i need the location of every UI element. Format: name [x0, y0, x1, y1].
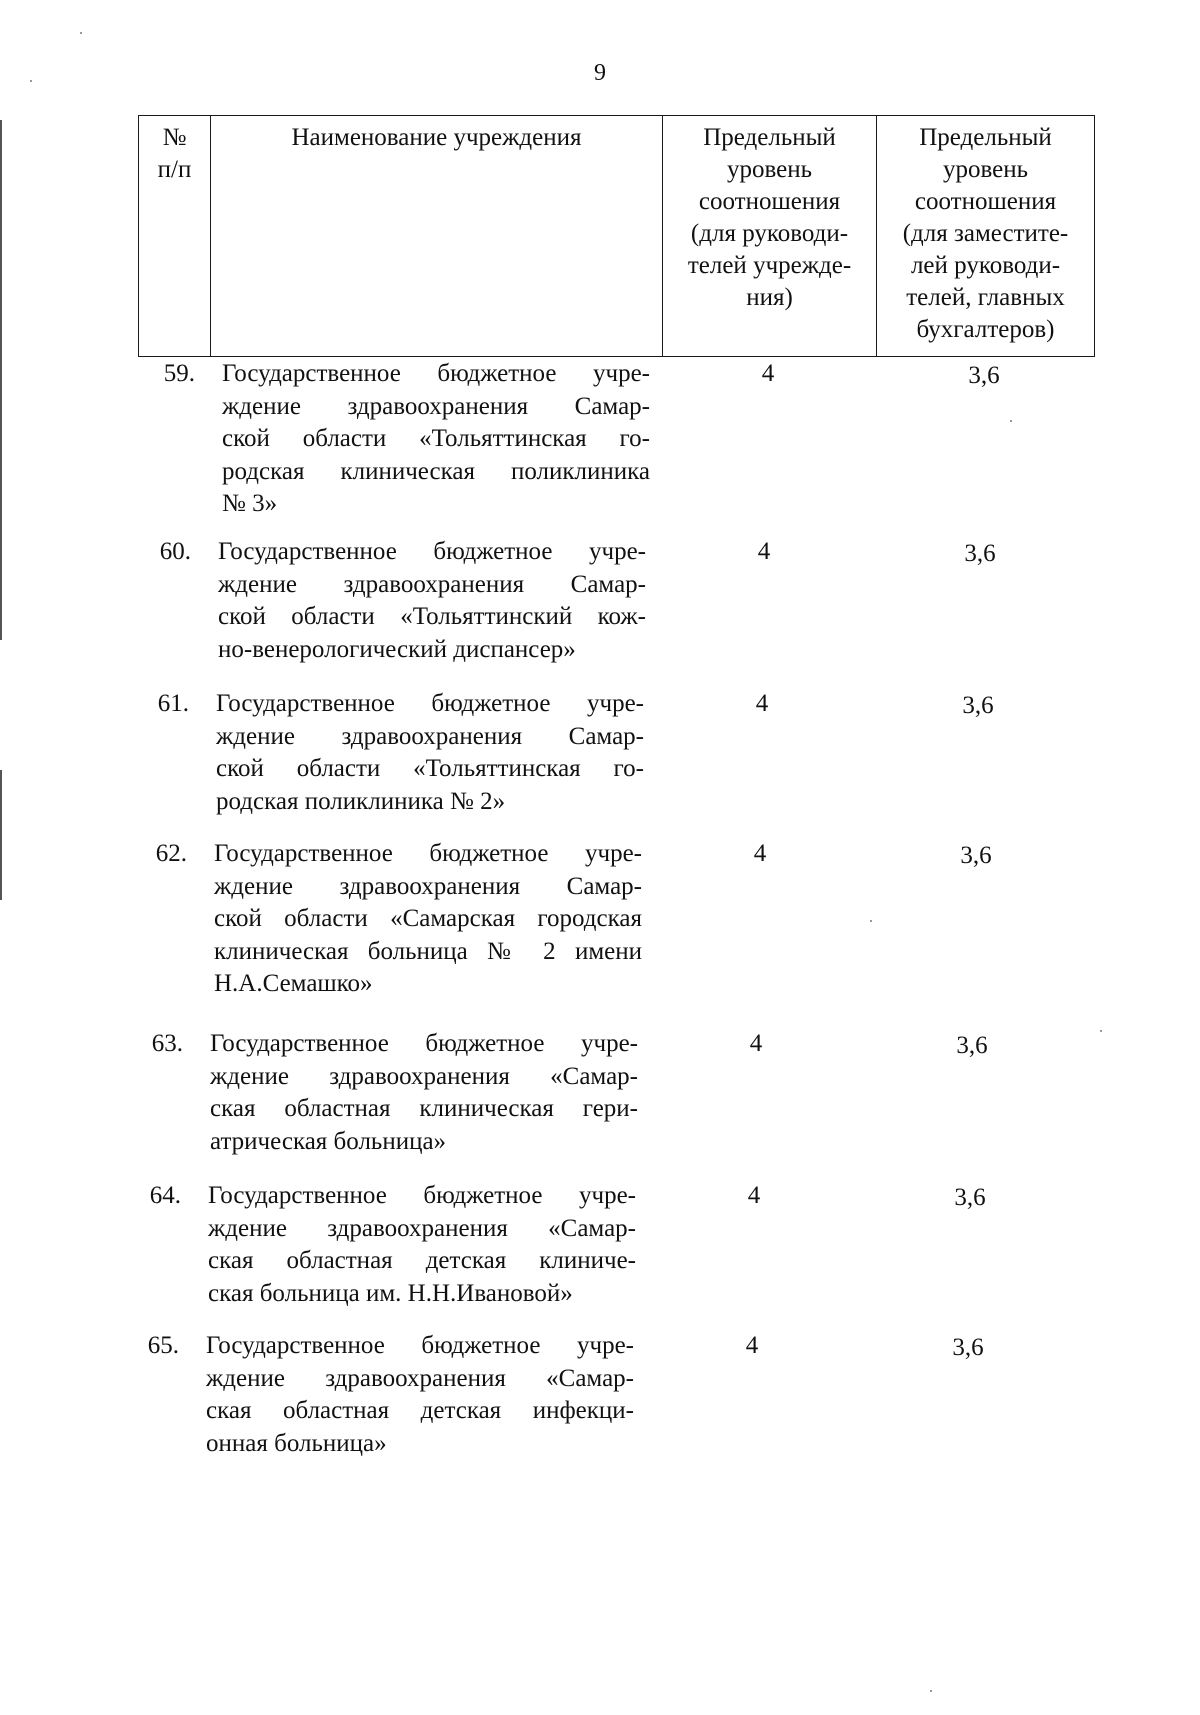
row-number: 62. — [155, 840, 187, 867]
institution-name — [216, 688, 644, 818]
institution-name-line: ждение здравоохранения «Самар- — [210, 1062, 638, 1090]
head-ratio-value: 4 — [755, 690, 769, 717]
row-number: 63. — [151, 1030, 183, 1057]
institution-name — [208, 1180, 636, 1310]
row-number: 64. — [149, 1182, 181, 1209]
header-deputy-ratio — [877, 116, 1095, 357]
institution-name-line: ской области «Тольяттинский кож- — [218, 603, 646, 630]
header-deputy-ratio-text: Предельный уровень соотношения (для заместите- лей руководи- телей, главных бухгалтеров) — [902, 124, 1069, 343]
institution-name-line: ская областная детская клиниче- — [208, 1247, 636, 1274]
row-number: 61. — [157, 690, 189, 717]
institution-name — [218, 536, 646, 666]
deputy-ratio-value: 3,6 — [956, 1032, 988, 1059]
row-number: 59. — [163, 360, 195, 387]
institution-name-line: Государственное бюджетное учре- — [214, 840, 642, 867]
header-name — [211, 116, 663, 357]
scan-speck — [1100, 1030, 1102, 1032]
institution-name-line: Государственное бюджетное учре- — [222, 360, 650, 387]
institution-name-line: родская клиническая поликлиника — [222, 457, 650, 485]
scan-speck — [30, 80, 32, 82]
institution-name-line: ской области «Самарская городская — [214, 905, 642, 932]
institution-name-line: но-венерологический диспансер» — [218, 635, 576, 663]
head-ratio-value: 4 — [757, 538, 771, 565]
institution-name-line: Государственное бюджетное учре- — [208, 1182, 636, 1209]
institution-name — [210, 1028, 638, 1158]
institution-name-line: Н.А.Семашко» — [214, 970, 373, 997]
institution-name-line: ская больница им. Н.Н.Ивановой» — [208, 1279, 573, 1307]
deputy-ratio-value: 3,6 — [952, 1334, 984, 1361]
institution-name-line: Государственное бюджетное учре- — [218, 538, 646, 565]
institution-name-line: ждение здравоохранения Самар- — [214, 872, 642, 900]
institution-name — [222, 358, 650, 521]
institution-name-line: Государственное бюджетное учре- — [216, 690, 644, 717]
scan-speck — [870, 920, 872, 922]
institution-name — [206, 1330, 634, 1460]
table-header — [138, 115, 1095, 357]
institution-name — [214, 838, 642, 1001]
deputy-ratio-value: 3,6 — [960, 842, 992, 869]
institution-name-line: родская поликлиника № 2» — [216, 787, 506, 815]
row-number: 65. — [147, 1332, 179, 1359]
scan-edge-line — [0, 770, 2, 900]
institution-name-line: Государственное бюджетное учре- — [210, 1030, 638, 1057]
institution-name-line: атрическая больница» — [210, 1127, 447, 1155]
institution-name-line: ской области «Тольяттинская го- — [216, 755, 644, 782]
head-ratio-value: 4 — [749, 1030, 763, 1057]
institution-name-line: ской области «Тольяттинская го- — [222, 425, 650, 452]
header-name-text: Наименование учреждения — [291, 124, 582, 151]
deputy-ratio-value: 3,6 — [964, 540, 996, 567]
institution-name-line: ждение здравоохранения Самар- — [218, 570, 646, 598]
page-number: 9 — [594, 60, 606, 86]
deputy-ratio-value: 3,6 — [962, 692, 994, 719]
head-ratio-value: 4 — [753, 840, 767, 867]
scan-speck — [930, 1690, 932, 1692]
header-head-ratio-text: Предельный уровень соотношения (для руководи- телей учрежде- ния) — [687, 124, 852, 311]
header-head-ratio — [663, 116, 877, 357]
head-ratio-value: 4 — [761, 360, 775, 387]
header-num-text: № п/п — [157, 124, 192, 183]
header-num — [139, 116, 211, 357]
institution-name-line: онная больница» — [206, 1429, 387, 1457]
scan-speck — [1010, 420, 1012, 422]
deputy-ratio-value: 3,6 — [968, 362, 1000, 389]
deputy-ratio-value: 3,6 — [954, 1184, 986, 1211]
scan-edge-line — [0, 120, 2, 640]
institution-name-line: № 3» — [222, 490, 278, 517]
institution-name-line: ждение здравоохранения «Самар- — [208, 1214, 636, 1242]
institution-name-line: ждение здравоохранения Самар- — [222, 392, 650, 420]
institution-name-line: ская областная клиническая гери- — [210, 1095, 638, 1122]
head-ratio-value: 4 — [747, 1182, 761, 1209]
institution-name-line: Государственное бюджетное учре- — [206, 1332, 634, 1359]
row-number: 60. — [159, 538, 191, 565]
institution-name-line: ждение здравоохранения Самар- — [216, 722, 644, 750]
head-ratio-value: 4 — [745, 1332, 759, 1359]
institution-name-line: ждение здравоохранения «Самар- — [206, 1364, 634, 1392]
institution-name-line: клиническая больница № 2 имени — [214, 937, 642, 965]
institution-name-line: ская областная детская инфекци- — [206, 1397, 634, 1424]
header-row — [139, 116, 1095, 357]
scan-speck — [80, 32, 82, 34]
